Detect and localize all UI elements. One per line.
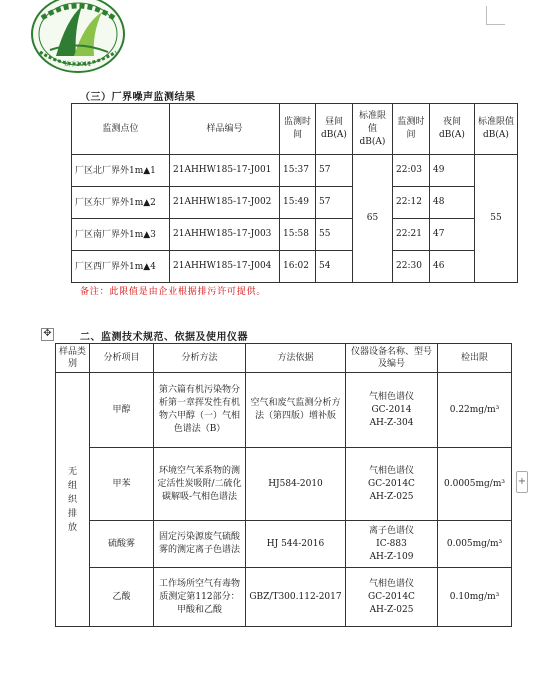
- instrument-cell: [346, 568, 438, 627]
- basis-cell: 空气和废气监测分析方法（第四版）增补版: [246, 373, 346, 448]
- col-header-std-night: 标准限值dB(A): [475, 104, 518, 155]
- std-day-cell: 65: [353, 155, 393, 283]
- page-corner-mark: [486, 6, 505, 25]
- col-header-instrument: 仪器设备名称、型号及编号: [346, 344, 438, 373]
- table-row: [56, 373, 512, 448]
- move-cross-icon[interactable]: ✥: [41, 328, 54, 341]
- method-table: [55, 343, 512, 627]
- std-night-cell: 55: [475, 155, 518, 283]
- instrument-model: GC-2014C: [368, 591, 415, 602]
- instrument-model: GC-2014: [371, 404, 412, 415]
- method-cell: 环境空气苯系物的测定活性炭吸附/二硫化碳解吸-气相色谱法: [154, 448, 246, 521]
- day-value-cell: 57: [316, 187, 353, 219]
- basis-cell: GBZ/T300.112-2017: [246, 568, 346, 627]
- method-cell: 固定污染源废气硫酸雾的测定离子色谱法: [154, 521, 246, 568]
- time-day-cell: 15:58: [280, 219, 316, 251]
- instrument-no: AH-Z-025: [369, 491, 414, 502]
- instrument-name: 气相色谱仪: [368, 391, 414, 402]
- col-header-std-day: 标准限值dB(A): [353, 104, 393, 155]
- instrument-cell: [346, 373, 438, 448]
- category-cell: [56, 373, 90, 627]
- table-row: [56, 521, 512, 568]
- time-day-cell: 15:37: [280, 155, 316, 187]
- item-cell: 甲苯: [90, 448, 154, 521]
- instrument-no: AH-Z-025: [369, 604, 414, 615]
- day-value-cell: 57: [316, 155, 353, 187]
- sample-no-cell: 21AHHW185-17-J004: [170, 251, 280, 283]
- instrument-name: 气相色谱仪: [368, 465, 414, 476]
- col-header-time-night: 监测时间: [393, 104, 430, 155]
- remark-note: 备注：此限值是由企业根据排污许可提供。: [80, 287, 267, 297]
- time-night-cell: 22:12: [393, 187, 430, 219]
- col-header-location: 监测点位: [72, 104, 170, 155]
- table-header-row: [56, 344, 512, 373]
- col-header-basis: 方法依据: [246, 344, 346, 373]
- time-night-cell: 22:30: [393, 251, 430, 283]
- item-cell: 乙酸: [90, 568, 154, 627]
- col-header-method: 分析方法: [154, 344, 246, 373]
- night-value-cell: 46: [430, 251, 475, 283]
- sample-no-cell: 21AHHW185-17-J003: [170, 219, 280, 251]
- basis-cell: HJ 544-2016: [246, 521, 346, 568]
- basis-cell: HJ584-2010: [246, 448, 346, 521]
- col-header-time-day: 监测时间: [280, 104, 316, 155]
- col-header-category: 样品类别: [56, 344, 90, 373]
- method-cell: 工作场所空气有毒物质测定第112部分：甲酸和乙酸: [154, 568, 246, 627]
- location-cell: 厂区北厂界外1m▲1: [72, 155, 170, 187]
- col-header-sample-no: 样品编号: [170, 104, 280, 155]
- col-header-limit: 检出限: [438, 344, 512, 373]
- noise-section-title: （三）厂界噪声监测结果: [80, 92, 196, 103]
- col-header-night-value: 夜间dB(A): [430, 104, 475, 155]
- table-row: [72, 187, 518, 219]
- category-text: 无组织排放: [67, 466, 77, 533]
- sample-no-cell: 21AHHW185-17-J002: [170, 187, 280, 219]
- limit-cell: 0.22mg/m³: [438, 373, 512, 448]
- instrument-no: AH-Z-304: [369, 417, 414, 428]
- instrument-no: AH-Z-109: [369, 551, 414, 562]
- sample-no-cell: 21AHHW185-17-J001: [170, 155, 280, 187]
- time-day-cell: 15:49: [280, 187, 316, 219]
- item-cell: 甲醇: [90, 373, 154, 448]
- instrument-name: 气相色谱仪: [368, 578, 414, 589]
- limit-cell: 0.005mg/m³: [438, 521, 512, 568]
- instrument-model: GC-2014C: [368, 478, 415, 489]
- night-value-cell: 47: [430, 219, 475, 251]
- plus-icon[interactable]: +: [516, 471, 528, 493]
- instrument-name: 离子色谱仪: [368, 525, 414, 536]
- day-value-cell: 54: [316, 251, 353, 283]
- method-section-title: 二、监测技术规范、依据及使用仪器: [80, 332, 248, 343]
- table-row: [72, 219, 518, 251]
- location-cell: 厂区南厂界外1m▲3: [72, 219, 170, 251]
- location-cell: 厂区西厂界外1m▲4: [72, 251, 170, 283]
- method-cell: 第六篇有机污染物分析第一章挥发性有机物六甲醇（一）气相色谱法（B）: [154, 373, 246, 448]
- instrument-cell: [346, 521, 438, 568]
- instrument-cell: [346, 448, 438, 521]
- noise-results-table: [71, 103, 518, 283]
- time-night-cell: 22:21: [393, 219, 430, 251]
- time-night-cell: 22:03: [393, 155, 430, 187]
- instrument-model: IC-883: [376, 538, 407, 549]
- table-header-row: [72, 104, 518, 155]
- limit-cell: 0.0005mg/m³: [438, 448, 512, 521]
- table-row: [56, 568, 512, 627]
- company-logo: [22, 0, 140, 80]
- location-cell: 厂区东厂界外1m▲2: [72, 187, 170, 219]
- table-row: [56, 448, 512, 521]
- night-value-cell: 49: [430, 155, 475, 187]
- logo-year: 始于2011: [64, 61, 92, 68]
- col-header-day-value: 昼间dB(A): [316, 104, 353, 155]
- time-day-cell: 16:02: [280, 251, 316, 283]
- table-row: [72, 251, 518, 283]
- table-row: [72, 155, 518, 187]
- day-value-cell: 55: [316, 219, 353, 251]
- limit-cell: 0.10mg/m³: [438, 568, 512, 627]
- item-cell: 硫酸雾: [90, 521, 154, 568]
- night-value-cell: 48: [430, 187, 475, 219]
- col-header-item: 分析项目: [90, 344, 154, 373]
